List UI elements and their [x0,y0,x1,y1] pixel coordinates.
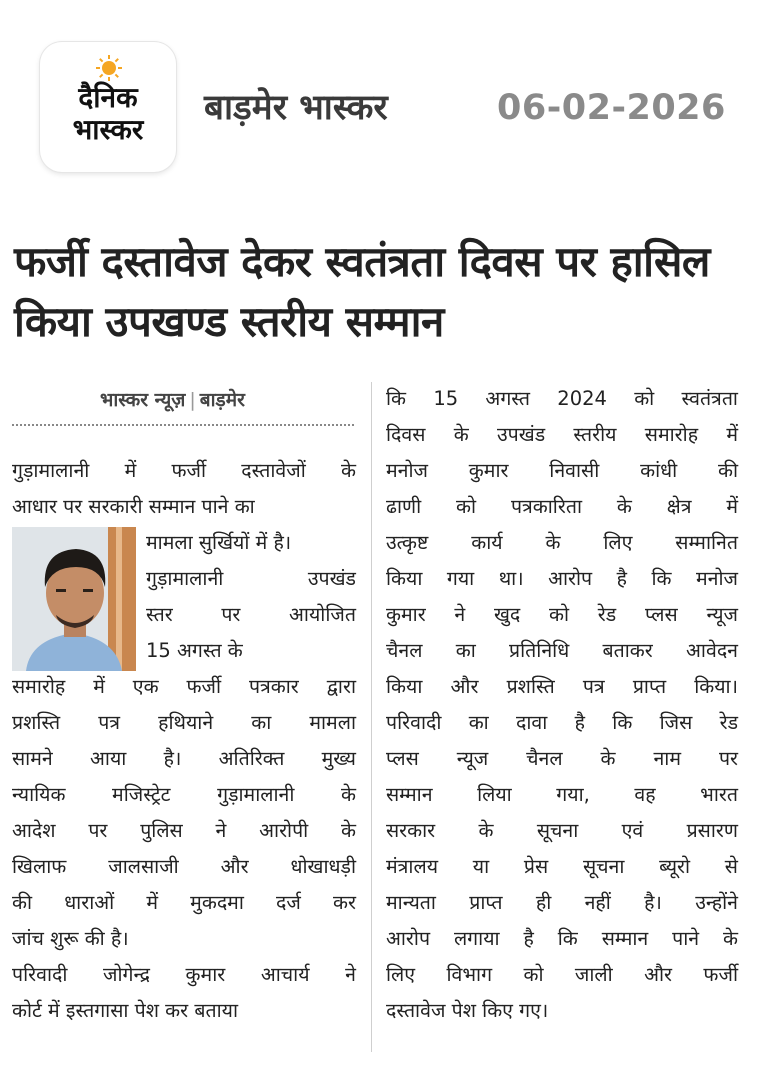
article-line: ढाणी को पत्रकारिता के क्षेत्र में [386,495,738,518]
logo-line-1: दैनिक [78,81,138,114]
article-line: मान्यता प्राप्त ही नहीं है। उन्होंने [386,891,738,914]
article-line: किया और प्रशस्ति पत्र प्राप्त किया। [386,675,738,698]
article-line: सरकार के सूचना एवं प्रसारण [386,819,738,842]
article-line: चैनल का प्रतिनिधि बताकर आवेदन [386,639,738,662]
article-line: गुड़ामालानी में फर्जी दस्तावेजों के [12,459,356,482]
article-line: आधार पर सरकारी सम्मान पाने का [12,495,255,518]
article-body-left-bottom [12,669,356,1029]
person-portrait-image [12,527,136,671]
article-line: न्यायिक मजिस्ट्रेट गुड़ामालानी के [12,783,356,806]
article-line: कुमार ने खुद को रेड प्लस न्यूज [386,603,738,626]
sun-icon [95,54,123,82]
article-line: गुड़ामालानी उपखंड [146,567,356,590]
article-line: कि 15 अगस्त 2024 को स्वतंत्रता [386,387,738,410]
article-line: आरोप लगाया है कि सम्मान पाने के [386,927,738,950]
article-line: दस्तावेज पेश किए गए। [386,999,549,1022]
article-body-left-top [12,453,356,525]
byline-place: बाड़मेर [199,389,245,411]
article-line: उत्कृष्ट कार्य के लिए सम्मानित [386,531,738,554]
edition-date: 06-02-2026 [497,88,726,128]
article-line: स्तर पर आयोजित [146,603,356,626]
article-line: सम्मान लिया गया, वह भारत [386,783,738,806]
article-line: मंत्रालय या प्रेस सूचना ब्यूरो से [386,855,738,878]
byline-divider [12,424,354,426]
article-line: समारोह में एक फर्जी पत्रकार द्वारा [12,675,356,698]
article-line: परिवादी जोगेन्द्र कुमार आचार्य ने [12,963,356,986]
article-line: सामने आया है। अतिरिक्त मुख्य [12,747,356,770]
article-line: जांच शुरू की है। [12,927,129,950]
article-line: की धाराओं में मुकदमा दर्ज कर [12,891,356,914]
byline-source: भास्कर न्यूज़ [100,389,186,411]
byline-separator: | [189,389,196,411]
logo-line-2: भास्कर [72,113,144,146]
article-line: मनोज कुमार निवासी कांधी की [386,459,738,482]
article-line: दिवस के उपखंड स्तरीय समारोह में [386,423,738,446]
article-line: परिवादी का दावा है कि जिस रेड [386,711,738,734]
column-divider [371,382,372,1052]
article-body-right [386,381,738,1029]
article-line: मामला सुर्खियों में है। [146,531,292,554]
article-headline: फर्जी दस्तावेज देकर स्वतंत्रता दिवस पर हासिल किया उपखण्ड स्तरीय सम्मान [14,237,710,346]
article-line: प्रशस्ति पत्र हथियाने का मामला [12,711,356,734]
article-body-beside-photo [146,525,356,669]
article-line: किया गया था। आरोप है कि मनोज [386,567,738,590]
article-line: खिलाफ जालसाजी और धोखाधड़ी [12,855,356,878]
byline [100,386,245,412]
dainik-bhaskar-logo [40,42,176,172]
edition-name: बाड़मेर भास्कर [204,88,388,128]
article-line: लिए विभाग को जाली और फर्जी [386,963,738,986]
article-line: कोर्ट में इस्तगासा पेश कर बताया [12,999,238,1022]
article-line: 15 अगस्त के [146,639,243,662]
accused-photo [12,527,136,671]
article-line: आदेश पर पुलिस ने आरोपी के [12,819,356,842]
article-line: प्लस न्यूज चैनल के नाम पर [386,747,738,770]
